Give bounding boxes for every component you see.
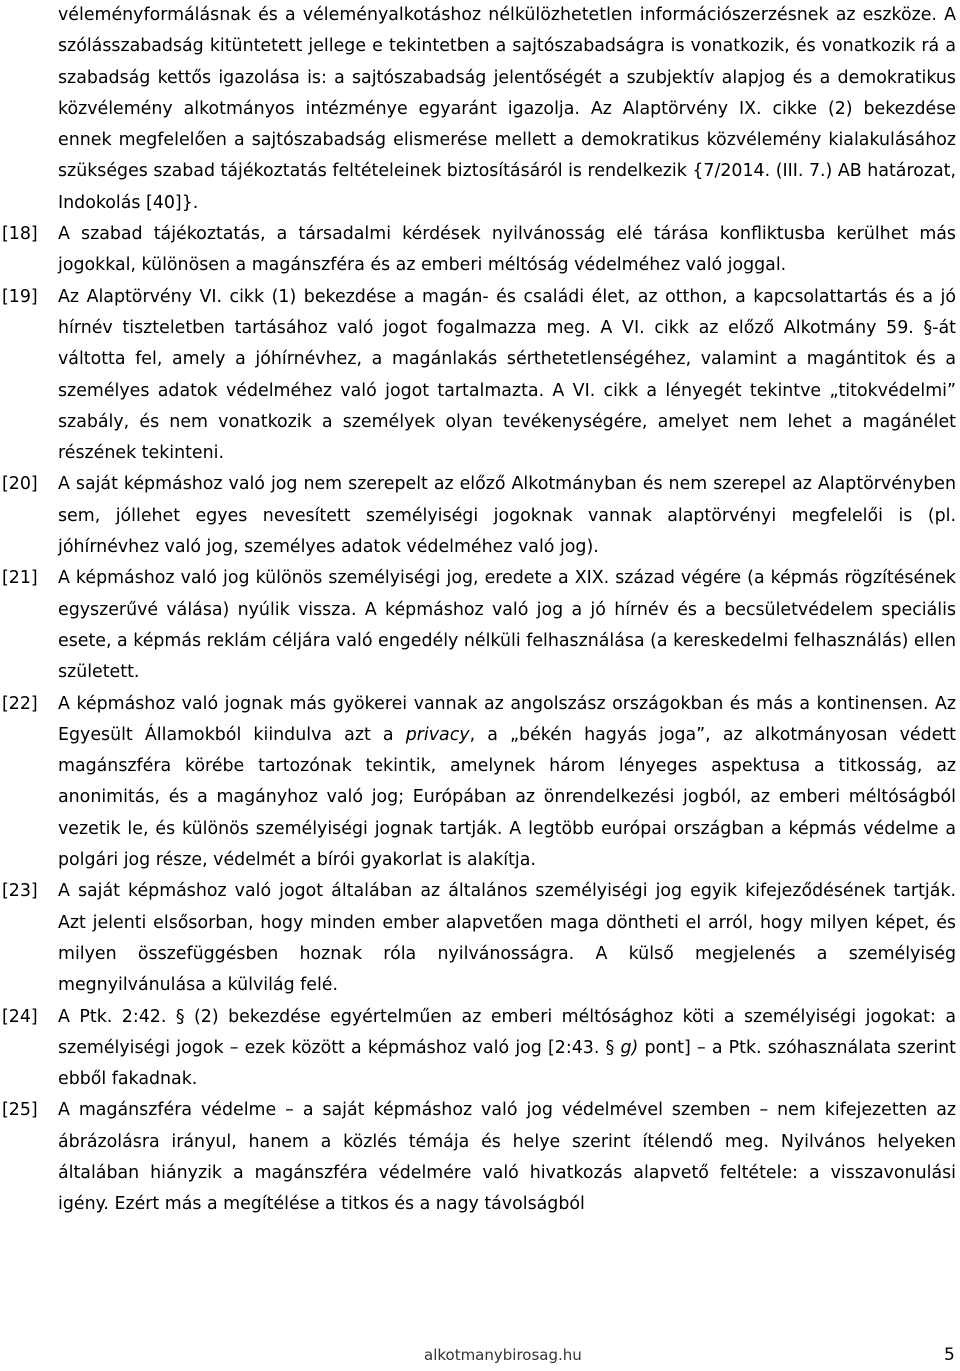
italic-term: g) <box>620 1037 639 1058</box>
paragraph-text: A saját képmáshoz való jog nem szerepelt az előző Alkotmányban és nem szerepel az Alaptörvényben sem, jóllehet egyes nevesített személyiségi jogoknak vannak alaptörvényi megfelelői is (pl. jóhírnévhez való jog, személyes adatok védelméhez való jog). <box>58 474 956 558</box>
text-segment: pont] – a Ptk. szóhasználata szerint ebből fakadnak. <box>58 1037 957 1090</box>
paragraph-text <box>58 689 956 877</box>
page-number: 5 <box>944 1345 955 1365</box>
paragraph-number: [20] <box>2 474 38 495</box>
paragraph-18 <box>0 219 960 282</box>
paragraph-text: A saját képmáshoz való jogot általában az általános személyiségi jog egyik kifejeződésének tartják. Azt jelenti elsősorban, hogy minden ember alapvetően maga döntheti el arról, hogy milyen képet, és milyen összefüggésben hoznak róla nyilvánosságra. A külső megjelenés a személyiség megnyilvánulása a külvilág felé. <box>58 881 956 996</box>
paragraph-text: véleményformálásnak és a véleményalkotáshoz nélkülözhetetlen információszerzésnek az eszköze. A szólásszabadság kitüntetett jellege e tekintetben a sajtószabadságra is vonatkozik, és vonatkozik rá a szabadság kettős igazolása is: a sajtószabadság jelentőségét a szubjektív alapjog és a demokratikus közvélemény alkotmányos intézménye egyaránt igazolja. Az Alaptörvény IX. cikke (2) bekezdése ennek megfelelően a sajtószabadság elismerése mellett a demokratikus közvélemény kialakulásához szükséges szabad tájékoztatás feltételeinek biztosításáról is rendelkezik {7/2014. (III. 7.) AB határozat, Indokolás [40]}. <box>58 5 956 213</box>
paragraph-19 <box>0 282 960 470</box>
paragraph-number: [24] <box>2 1006 38 1027</box>
italic-term: privacy <box>405 724 470 745</box>
paragraph-number: [21] <box>2 568 38 589</box>
paragraph-continuation <box>0 0 960 219</box>
paragraph-text: A szabad tájékoztatás, a társadalmi kérdések nyilvánosság elé tárása konfliktusba kerülhet más jogokkal, különösen a magánszféra és az emberi méltóság védelméhez való joggal. <box>58 224 956 276</box>
paragraph-text: Az Alaptörvény VI. cikk (1) bekezdése a magán- és családi élet, az otthon, a kapcsolattartás és a jó hírnév tiszteletben tartásához való jogot fogalmazza meg. A VI. cikk az előző Alkotmány 59. §-át váltotta fel, amely a jóhírnévhez, a magánlakás sérthetetlenségéhez, valamint a magántitok és a személyes adatok védelméhez való jogot tartalmazta. A VI. cikk a lényegét tekintve „titokvédelmi” szabály, és nem vonatkozik a személyek olyan tevékenységére, amelyet nem lehet a magánélet részének tekinteni. <box>58 286 956 464</box>
paragraph-25 <box>0 1095 960 1220</box>
paragraph-21 <box>0 563 960 688</box>
paragraph-22 <box>0 689 960 877</box>
text-segment: A Ptk. 2:42. § (2) bekezdése egyértelműen az emberi méltósághoz köti a személyiségi jogokat: a személyiségi jogok – ezek között a képmáshoz való jog [2:43. § <box>58 1006 956 1058</box>
paragraph-text <box>58 1002 956 1096</box>
text-segment: A képmáshoz való jognak más gyökerei vannak az angolszász országokban és más a kontinensen. Az Egyesült Államokból kiindulva azt a <box>58 693 956 745</box>
text-segment: , a „békén hagyás joga”, az alkotmányosan védett magánszféra körébe tartozónak tekintik, amelynek három lényeges aspektusa a titkosság, az anonimitás, és a magányhoz való jog; Európában az önrendelkezési jogból, az emberi méltóságból vezetik le, és különös személyiségi jognak tartják. A legtöbb európai országban a képmás védelme a polgári jog része, védelmét a bírói gyakorlat is alakítja. <box>58 724 956 871</box>
paragraph-number: [18] <box>2 224 38 245</box>
paragraph-number: [22] <box>2 693 38 714</box>
paragraph-number: [23] <box>2 881 38 902</box>
paragraph-number: [19] <box>2 286 38 307</box>
paragraph-text: A képmáshoz való jog különös személyiségi jog, eredete a XIX. század végére (a képmás rögzítésének egyszerűvé válása) nyúlik vissza. A képmáshoz való jog a jó hírnév és a becsületvédelem speciális esete, a képmás reklám céljára való engedély nélküli felhasználása (a kereskedelmi felhasználás) ellen született. <box>58 568 956 683</box>
paragraph-text: A magánszféra védelme – a saját képmáshoz való jog védelmével szemben – nem kifejezetten az ábrázolásra irányul, hanem a közlés témája és helye szerint ítélendő meg. Nyilvános helyeken általában hiányzik a magánszféra védelmére való hivatkozás alapvető feltétele: a visszavonulási igény. Ezért más a megítélése a titkos és a nagy távolságból <box>58 1100 956 1215</box>
paragraph-number: [25] <box>2 1100 38 1121</box>
paragraph-24 <box>0 1002 960 1096</box>
paragraph-23 <box>0 876 960 1001</box>
footer-website: alkotmanybirosag.hu <box>424 1346 582 1364</box>
paragraph-20 <box>0 469 960 563</box>
